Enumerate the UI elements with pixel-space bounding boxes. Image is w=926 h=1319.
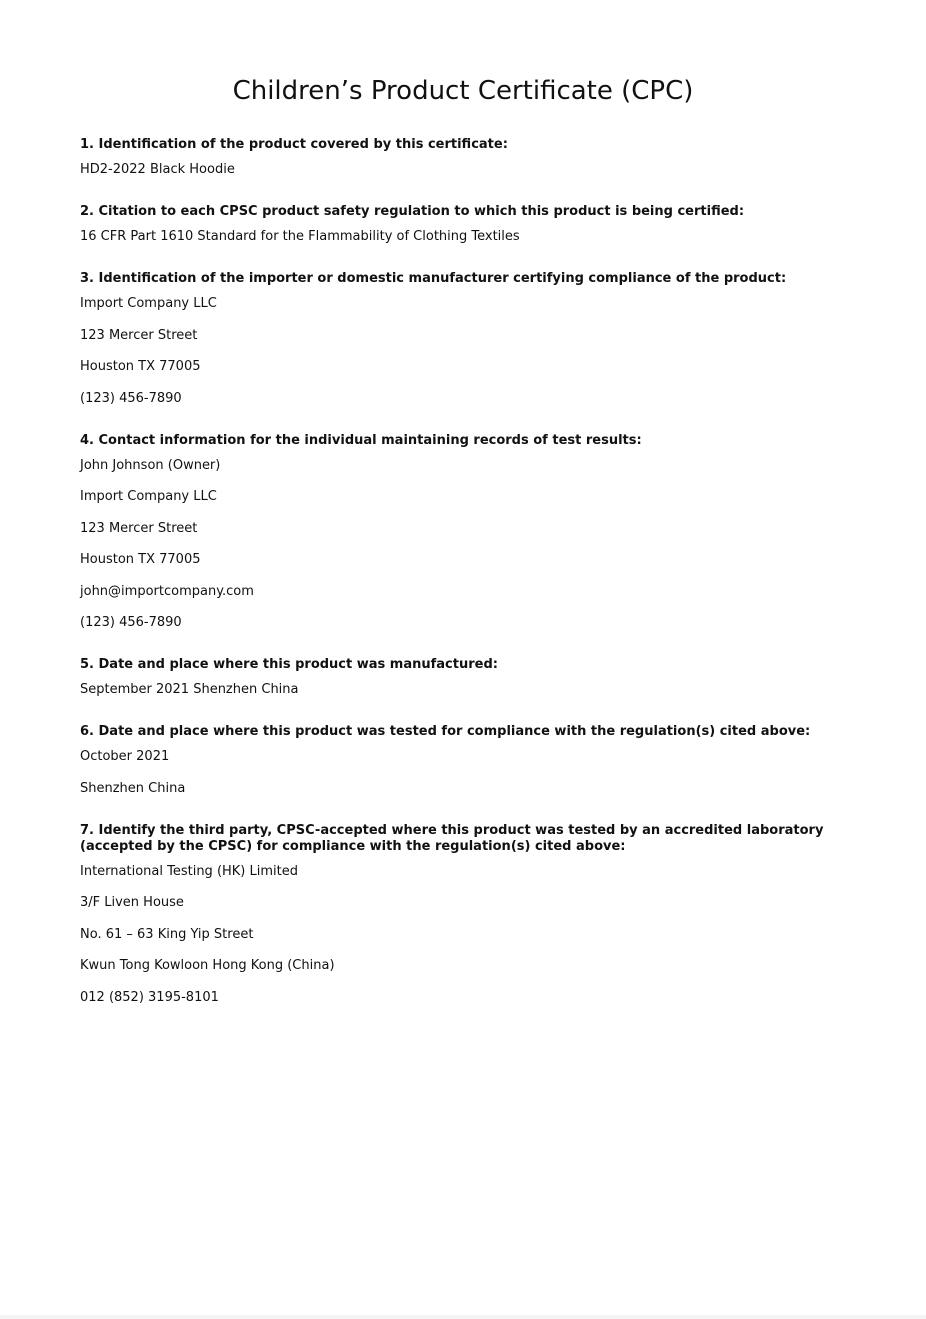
section-line: John Johnson (Owner)	[80, 457, 221, 473]
section-line: October 2021	[80, 749, 170, 764]
page-title: Children’s Product Certificate (CPC)	[232, 76, 694, 106]
section-third-party-lab	[80, 823, 840, 1006]
section-line: Houston TX 77005	[80, 552, 201, 567]
section-manufacture-date-place	[80, 657, 840, 698]
section-line: john@importcompany.com	[80, 583, 254, 599]
section-lines	[80, 864, 840, 1006]
section-importer	[80, 271, 840, 407]
section-heading: 1. Identification of the product covered by this certificate:	[80, 137, 508, 152]
section-product-identification	[80, 137, 840, 178]
section-heading: 3. Identification of the importer or domestic manufacturer certifying compliance of the product:	[80, 271, 787, 286]
section-heading: 4. Contact information for the individual maintaining records of test results:	[80, 432, 642, 448]
certificate-body	[80, 137, 840, 1032]
section-line: Kwun Tong Kowloon Hong Kong (China)	[80, 958, 335, 973]
section-lines	[80, 458, 840, 632]
section-lines	[80, 296, 840, 407]
section-testing-date-place	[80, 724, 840, 797]
page-bottom-edge	[0, 1315, 926, 1319]
section-line: Import Company LLC	[80, 296, 217, 311]
section-line: No. 61 – 63 King Yip Street	[80, 926, 254, 942]
section-line: 3/F Liven House	[80, 895, 184, 910]
section-line: HD2-2022 Black Hoodie	[80, 162, 235, 177]
section-lines	[80, 162, 840, 178]
section-line: 123 Mercer Street	[80, 520, 198, 536]
section-line: (123) 456-7890	[80, 615, 182, 630]
section-heading: 2. Citation to each CPSC product safety regulation to which this product is being certified:	[80, 204, 745, 219]
section-regulation-citation	[80, 204, 840, 245]
section-line: 16 CFR Part 1610 Standard for the Flammability of Clothing Textiles	[80, 229, 520, 244]
section-line: Houston TX 77005	[80, 359, 201, 374]
section-line: 012 (852) 3195-8101	[80, 989, 219, 1005]
section-line: Import Company LLC	[80, 489, 217, 504]
section-line: Shenzhen China	[80, 780, 186, 796]
section-lines	[80, 749, 840, 797]
section-lines	[80, 229, 840, 245]
section-records-contact	[80, 433, 840, 632]
section-line: 123 Mercer Street	[80, 327, 198, 343]
section-line: International Testing (HK) Limited	[80, 863, 298, 879]
section-heading: 7. Identify the third party, CPSC-accepted where this product was tested by an accredited laboratory (accepted by the CPSC) for compliance with the regulation(s) cited above:	[80, 822, 824, 854]
section-heading: 6. Date and place where this product was tested for compliance with the regulation(s) cited above:	[80, 724, 811, 739]
section-lines	[80, 682, 840, 698]
section-line: (123) 456-7890	[80, 390, 182, 406]
section-line: September 2021 Shenzhen China	[80, 682, 299, 697]
section-heading: 5. Date and place where this product was manufactured:	[80, 657, 498, 672]
